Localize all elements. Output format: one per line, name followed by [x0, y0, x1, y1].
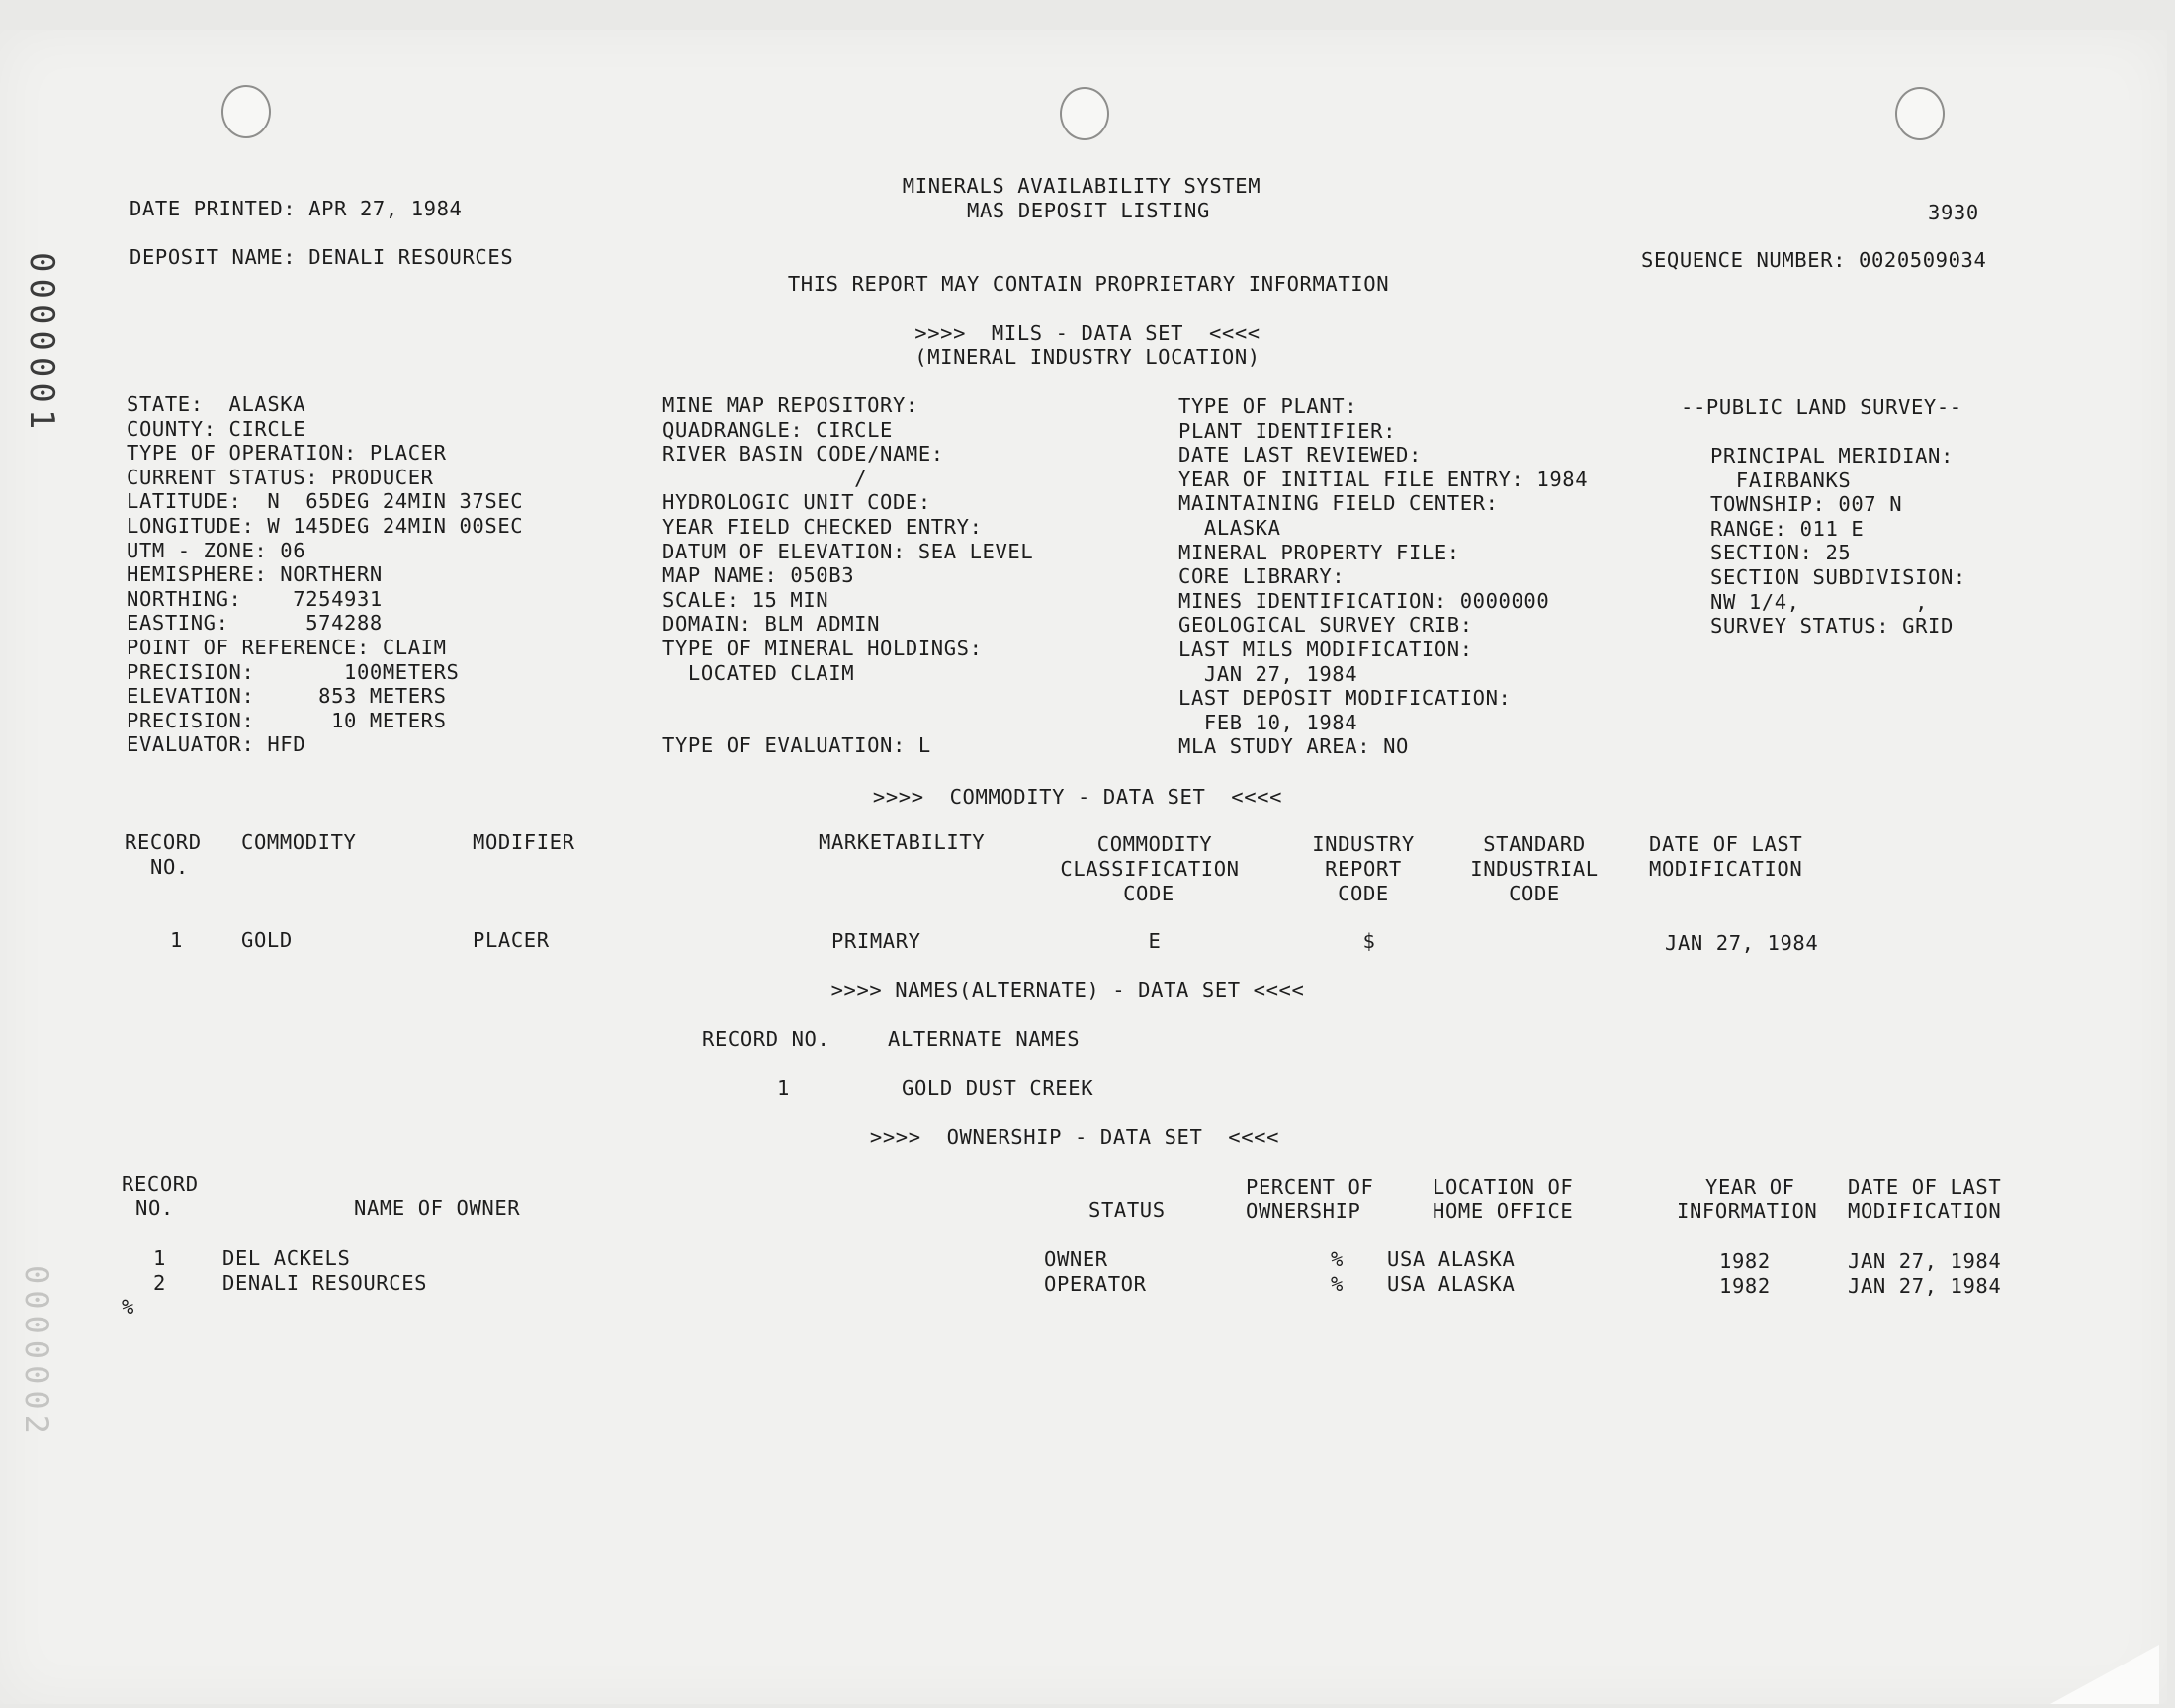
- page-code: 3930: [1928, 201, 1979, 224]
- plant-field: MINERAL PROPERTY FILE:: [1178, 540, 1460, 564]
- names-row-record: 1: [777, 1076, 790, 1100]
- binder-hole-left: [221, 85, 271, 138]
- commodity-row-commodity: GOLD: [241, 928, 293, 952]
- ownership-row-1-percent: %: [1331, 1247, 1344, 1271]
- survey-field: FAIRBANKS: [1710, 468, 1852, 492]
- location-field: HEMISPHERE: NORTHERN: [127, 562, 383, 587]
- location-field: COUNTY: CIRCLE: [127, 416, 306, 441]
- location-field: EVALUATOR: HFD: [127, 732, 306, 757]
- binder-hole-center: [1060, 87, 1109, 140]
- sequence-number: SEQUENCE NUMBER: 0020509034: [1641, 248, 1987, 272]
- ownership-row-1-status: OWNER: [1044, 1247, 1108, 1271]
- commodity-header-record-no: NO.: [150, 855, 189, 879]
- plant-field: PLANT IDENTIFIER:: [1178, 418, 1397, 443]
- location-field: NORTHING: 7254931: [127, 586, 383, 611]
- plant-field: YEAR OF INITIAL FILE ENTRY: 1984: [1178, 467, 1589, 491]
- ownership-row-1-location: USA ALASKA: [1387, 1247, 1516, 1271]
- plant-field: MAINTAINING FIELD CENTER:: [1178, 491, 1499, 516]
- commodity-header-date-2: MODIFICATION: [1649, 857, 1803, 881]
- map-field: MAP NAME: 050B3: [662, 563, 855, 588]
- plant-field: GEOLOGICAL SURVEY CRIB:: [1178, 613, 1473, 638]
- commodity-header-industry-3: CODE: [1338, 882, 1389, 905]
- ownership-header-location-2: HOME OFFICE: [1433, 1199, 1574, 1223]
- plant-field: CORE LIBRARY:: [1178, 564, 1346, 589]
- public-land-survey-title: --PUBLIC LAND SURVEY--: [1681, 395, 1962, 419]
- map-field: LOCATED CLAIM: [662, 660, 855, 685]
- plant-field: MINES IDENTIFICATION: 0000000: [1178, 588, 1550, 613]
- names-heading: >>>> NAMES(ALTERNATE) - DATA SET <<<<: [830, 979, 1305, 1002]
- map-field: HYDROLOGIC UNIT CODE:: [662, 490, 931, 515]
- commodity-header-sic-1: STANDARD: [1483, 832, 1586, 856]
- commodity-header-marketability: MARKETABILITY: [819, 830, 986, 854]
- ownership-row-2-status: OPERATOR: [1044, 1272, 1147, 1296]
- map-field: RIVER BASIN CODE/NAME:: [662, 442, 944, 467]
- ownership-header-date-2: MODIFICATION: [1848, 1199, 2002, 1223]
- location-field: UTM - ZONE: 06: [127, 538, 306, 562]
- commodity-row-record: 1: [170, 928, 183, 952]
- mils-heading: >>>> MILS - DATA SET <<<<: [914, 321, 1261, 345]
- map-field: TYPE OF MINERAL HOLDINGS:: [662, 637, 983, 660]
- location-field: PRECISION: 100METERS: [127, 659, 460, 684]
- commodity-header-industry-1: INDUSTRY: [1312, 832, 1415, 856]
- ownership-header-record: RECORD: [122, 1172, 199, 1196]
- microfilm-frame-number: 0000001: [22, 252, 61, 436]
- location-field: TYPE OF OPERATION: PLACER: [127, 441, 447, 466]
- ownership-row-2-name: DENALI RESOURCES: [222, 1271, 428, 1295]
- map-field: DOMAIN: BLM ADMIN: [662, 612, 881, 637]
- date-printed: DATE PRINTED: APR 27, 1984: [130, 197, 463, 220]
- ownership-header-name: NAME OF OWNER: [354, 1196, 521, 1220]
- microfilm-frame-number-ghost: 0000002: [18, 1265, 55, 1440]
- location-field: CURRENT STATUS: PRODUCER: [127, 465, 434, 489]
- map-field: SCALE: 15 MIN: [662, 587, 829, 612]
- names-header-record: RECORD NO.: [702, 1027, 830, 1051]
- ownership-row-1-year: 1982: [1719, 1249, 1771, 1273]
- map-field: /: [662, 466, 868, 490]
- map-field: DATUM OF ELEVATION: SEA LEVEL: [662, 539, 1034, 563]
- location-field: STATE: ALASKA: [127, 392, 306, 416]
- deposit-name: DEPOSIT NAME: DENALI RESOURCES: [130, 245, 514, 269]
- ownership-row-1-name: DEL ACKELS: [222, 1246, 351, 1270]
- survey-field: SECTION: 25: [1710, 541, 1852, 565]
- location-field: ELEVATION: 853 METERS: [127, 684, 447, 709]
- binder-hole-right: [1895, 87, 1945, 140]
- commodity-header-industry-2: REPORT: [1325, 857, 1402, 881]
- plant-field: DATE LAST REVIEWED:: [1178, 443, 1422, 468]
- ownership-header-location-1: LOCATION OF: [1433, 1175, 1574, 1199]
- ownership-header-status: STATUS: [1088, 1198, 1166, 1222]
- commodity-row-industry-report: $: [1362, 929, 1376, 953]
- ownership-header-date-1: DATE OF LAST: [1848, 1175, 2002, 1199]
- ownership-heading: >>>> OWNERSHIP - DATA SET <<<<: [869, 1125, 1280, 1149]
- listing-title: MAS DEPOSIT LISTING: [967, 199, 1210, 222]
- survey-field: NW 1/4, ,: [1710, 589, 1929, 614]
- ownership-row-2-date: JAN 27, 1984: [1848, 1274, 2002, 1298]
- proprietary-notice: THIS REPORT MAY CONTAIN PROPRIETARY INFORMATION: [787, 272, 1390, 296]
- commodity-row-date: JAN 27, 1984: [1665, 931, 1819, 955]
- ownership-header-record-no: NO.: [135, 1196, 174, 1220]
- commodity-header-sic-3: CODE: [1509, 882, 1560, 905]
- location-field: POINT OF REFERENCE: CLAIM: [127, 636, 447, 659]
- plant-field: MLA STUDY AREA: NO: [1178, 734, 1409, 759]
- commodity-header-date-1: DATE OF LAST: [1649, 832, 1803, 856]
- location-field: PRECISION: 10 METERS: [127, 708, 447, 732]
- plant-field: FEB 10, 1984: [1178, 710, 1358, 734]
- plant-field: TYPE OF PLANT:: [1178, 394, 1358, 418]
- plant-field: LAST DEPOSIT MODIFICATION:: [1178, 686, 1512, 711]
- commodity-header-sic-2: INDUSTRIAL: [1470, 857, 1599, 881]
- commodity-row-modifier: PLACER: [473, 928, 550, 952]
- map-field: MINE MAP REPOSITORY:: [662, 393, 918, 417]
- commodity-header-modifier: MODIFIER: [473, 830, 575, 854]
- ownership-header-percent-1: PERCENT OF: [1246, 1175, 1374, 1199]
- commodity-heading: >>>> COMMODITY - DATA SET <<<<: [872, 785, 1283, 809]
- ownership-header-year-2: INFORMATION: [1677, 1199, 1818, 1223]
- plant-field: LAST MILS MODIFICATION:: [1178, 638, 1473, 661]
- ownership-row-1-record: 1: [153, 1246, 166, 1270]
- names-header-alternate: ALTERNATE NAMES: [888, 1027, 1081, 1051]
- survey-field: PRINCIPAL MERIDIAN:: [1710, 444, 1954, 468]
- mils-subheading: (MINERAL INDUSTRY LOCATION): [914, 345, 1261, 369]
- ownership-row-2-year: 1982: [1719, 1274, 1771, 1298]
- map-field: TYPE OF EVALUATION: L: [662, 733, 931, 758]
- survey-field: TOWNSHIP: 007 N: [1710, 492, 1903, 517]
- map-field: QUADRANGLE: CIRCLE: [662, 417, 893, 442]
- system-title: MINERALS AVAILABILITY SYSTEM: [902, 174, 1262, 198]
- ownership-row-2-record: 2: [153, 1271, 166, 1295]
- ownership-row-2-location: USA ALASKA: [1387, 1272, 1516, 1296]
- ownership-header-year-1: YEAR OF: [1705, 1175, 1795, 1199]
- commodity-row-marketability: PRIMARY: [831, 929, 921, 953]
- commodity-header-commodity: COMMODITY: [241, 830, 357, 854]
- commodity-header-class-1: COMMODITY: [1096, 832, 1213, 856]
- ownership-row-1-date: JAN 27, 1984: [1848, 1249, 2002, 1273]
- location-field: EASTING: 574288: [127, 611, 383, 636]
- ownership-row-2-percent: %: [1331, 1272, 1344, 1296]
- end-of-record-mark: %: [122, 1295, 134, 1319]
- folded-corner: [2050, 1645, 2159, 1704]
- survey-field: SURVEY STATUS: GRID: [1710, 614, 1954, 639]
- commodity-header-class-2: CLASSIFICATION: [1060, 857, 1240, 881]
- names-row-name: GOLD DUST CREEK: [902, 1076, 1094, 1100]
- survey-field: SECTION SUBDIVISION:: [1710, 565, 1966, 589]
- location-field: LATITUDE: N 65DEG 24MIN 37SEC: [127, 489, 524, 514]
- commodity-header-class-3: CODE: [1123, 882, 1174, 905]
- location-field: LONGITUDE: W 145DEG 24MIN 00SEC: [127, 514, 524, 538]
- plant-field: ALASKA: [1178, 516, 1281, 540]
- ownership-header-percent-2: OWNERSHIP: [1246, 1199, 1361, 1223]
- commodity-header-record: RECORD: [125, 830, 202, 854]
- plant-field: JAN 27, 1984: [1178, 661, 1358, 686]
- survey-field: RANGE: 011 E: [1710, 516, 1865, 541]
- map-field: YEAR FIELD CHECKED ENTRY:: [662, 515, 983, 539]
- commodity-row-classification: E: [1148, 929, 1162, 953]
